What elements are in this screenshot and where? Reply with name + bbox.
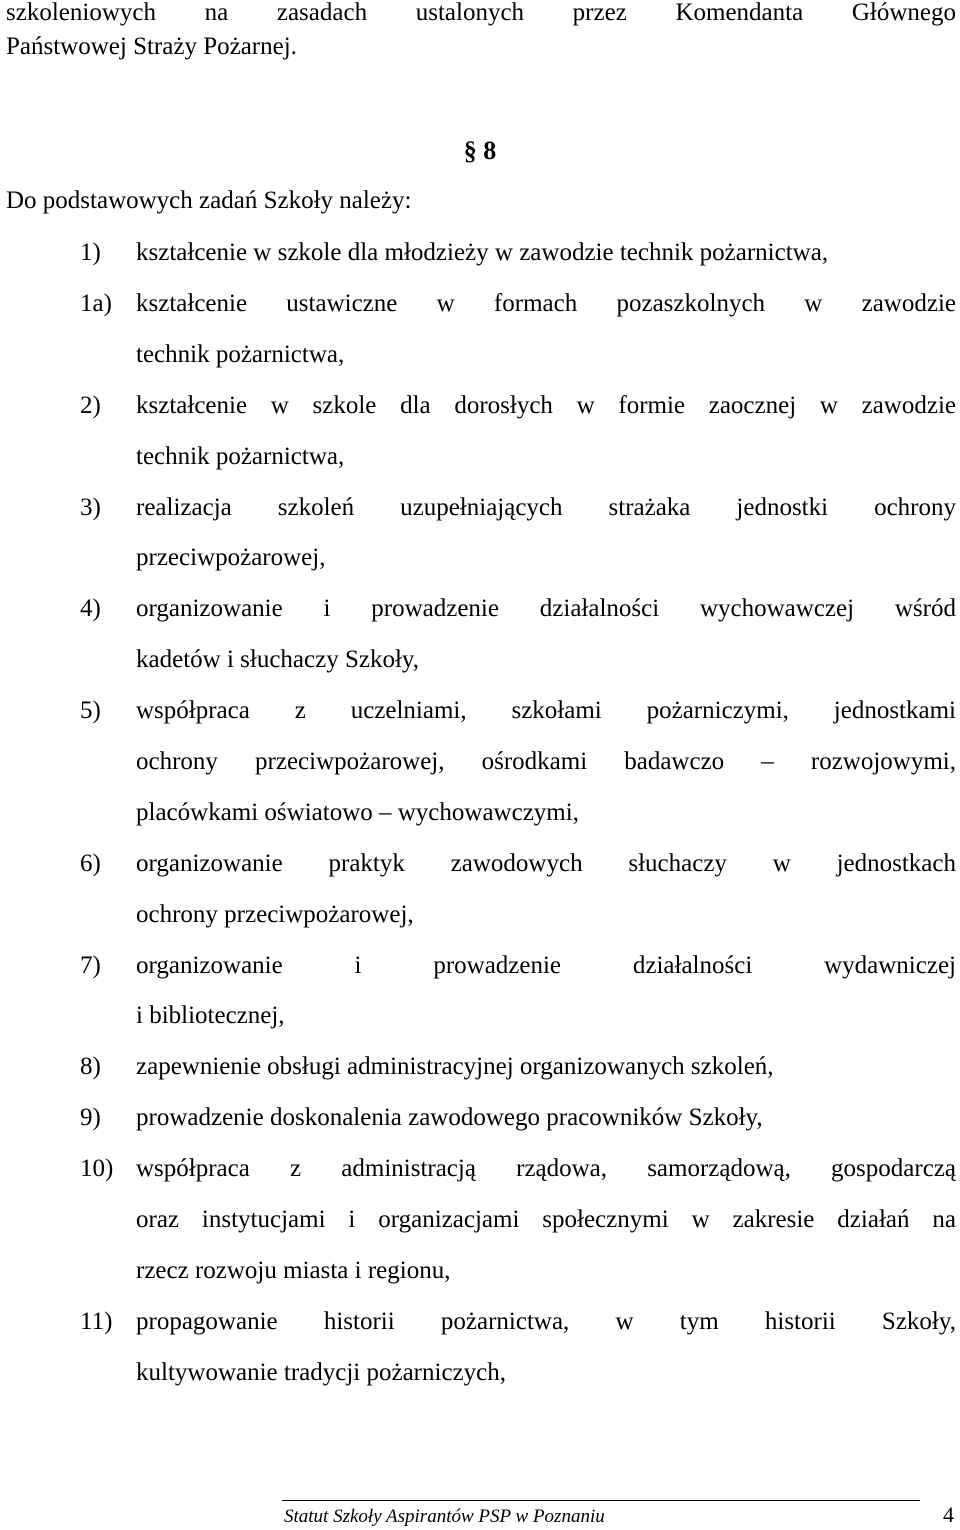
list-item-text: zapewnienie obsługi administracyjnej organizowanych szkoleń, (136, 1053, 774, 1081)
list-item-number: 10) (80, 1155, 114, 1183)
list-item-text: ochrony przeciwpożarowej, (136, 900, 414, 928)
list-item (80, 1152, 956, 1305)
list-item-text: rzecz rozwoju miasta i regionu, (136, 1256, 451, 1284)
list-item-text: prowadzenie doskonalenia zawodowego pracowników Szkoły, (136, 1104, 763, 1132)
list-item-number: 1a) (80, 289, 112, 317)
list-item (80, 847, 956, 949)
list-item-number: 5) (80, 697, 101, 725)
list-item-text: kadetów i słuchaczy Szkoły, (136, 646, 420, 674)
list-item-number: 1) (80, 239, 101, 266)
list-item (80, 1305, 956, 1407)
list-item (80, 949, 956, 1051)
list-item-number: 6) (80, 849, 101, 877)
list-item-text: realizacja szkoleń uzupełniających strażaka jednostki ochrony (136, 493, 956, 521)
list-item-text: kształcenie ustawiczne w formach pozaszkolnych w zawodzie (136, 289, 956, 317)
list-item-number: 7) (80, 951, 101, 979)
list-item-number: 2) (80, 391, 101, 419)
list-item (80, 389, 956, 491)
list-item-text: ochrony przeciwpożarowej, ośrodkami badawczo – rozwojowymi, (136, 747, 956, 775)
list-item (80, 1050, 956, 1101)
page-number: 4 (943, 1502, 954, 1527)
list-item-text: oraz instytucjami i organizacjami społecznymi w zakresie działań na (136, 1206, 956, 1234)
list-item-text: kultywowanie tradycji pożarniczych, (136, 1358, 506, 1386)
list-item-number: 3) (80, 493, 101, 521)
section-lead: Do podstawowych zadań Szkoły należy: (6, 187, 412, 214)
list-item-number: 9) (80, 1104, 101, 1132)
list-item-number: 4) (80, 595, 101, 623)
list-item-number: 11) (80, 1307, 113, 1335)
list-item (80, 287, 956, 389)
list-item-number: 8) (80, 1053, 101, 1081)
list-item-text: propagowanie historii pożarnictwa, w tym historii Szkoły, (136, 1307, 956, 1335)
list-item-text: placówkami oświatowo – wychowawczymi, (136, 798, 579, 826)
list-item-text: organizowanie praktyk zawodowych słuchaczy w jednostkach (136, 849, 956, 877)
list-item (80, 236, 956, 287)
list-item-text: technik pożarnictwa, (136, 442, 345, 470)
list-item-text: i bibliotecznej, (136, 1002, 285, 1030)
list-item-text: kształcenie w szkole dla dorosłych w formie zaocznej w zawodzie (136, 391, 956, 419)
list-item (80, 1101, 956, 1152)
list-item-text: organizowanie i prowadzenie działalności wydawniczej (136, 951, 956, 979)
list-item (80, 694, 956, 847)
footer-divider (282, 1500, 920, 1501)
list-item-text: organizowanie i prowadzenie działalności wychowawczej wśród (136, 595, 956, 623)
list-item (80, 592, 956, 694)
list-item-text: technik pożarnictwa, (136, 340, 345, 368)
intro-line-1: szkoleniowych na zasadach ustalonych przez Komendanta Głównego (6, 0, 956, 26)
intro-line-2: Państwowej Straży Pożarnej. (6, 33, 297, 60)
list-item-text: współpraca z uczelniami, szkołami pożarniczymi, jednostkami (136, 697, 956, 725)
list-item (80, 491, 956, 593)
section-mark: § 8 (463, 136, 497, 165)
list-item-text: kształcenie w szkole dla młodzieży w zawodzie technik pożarnictwa, (136, 239, 829, 266)
footer-title: Statut Szkoły Aspirantów PSP w Poznaniu (284, 1506, 605, 1527)
list-item-text: przeciwpożarowej, (136, 544, 326, 572)
list-item-text: współpraca z administracją rządowa, samorządową, gospodarczą (136, 1155, 956, 1183)
